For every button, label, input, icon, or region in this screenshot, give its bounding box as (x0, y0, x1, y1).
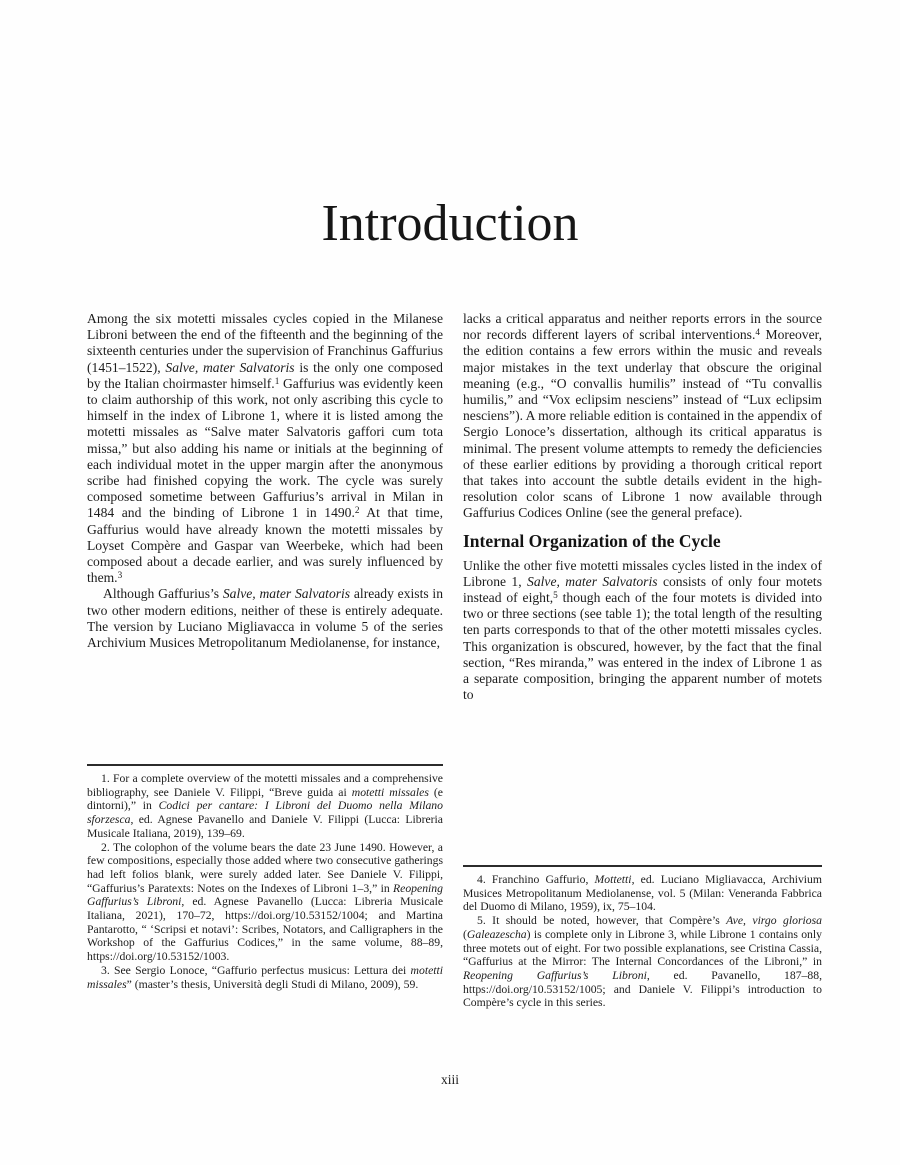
footnote-rule-right (463, 865, 822, 867)
footnote-1: 1. For a complete overview of the motetti missales and a comprehensive bibliography, see Daniele V. Filippi, “Breve guida ai motetti missales (e dintorni),” in Codici per cantare: I Libroni del Duomo nella Milano sforzesca, ed. Agnese Pavanello and Daniele V. Filippi (Lucca: Libreria Musicale Italiana, 2019), 139–69. (87, 772, 443, 840)
page-number: xiii (440, 1072, 459, 1087)
footnote-3: 3. See Sergio Lonoce, “Gaffurio perfectus musicus: Lettura dei motetti missales” (master’s thesis, Università degli Studi di Milano, 2009), 59. (87, 963, 443, 991)
right-column (463, 311, 822, 703)
left-column (87, 311, 443, 651)
paragraph-editions: Although Gaffurius’s Salve, mater Salvatoris already exists in two other modern editions, neither of these is entirely adequate. The version by Luciano Migliavacca in volume 5 of the series Archivium Musices Metropolitanum Mediolanense, for instance, (87, 586, 443, 651)
paragraph-continuation: lacks a critical apparatus and neither reports errors in the source nor records different layers of scribal interventions.$^4$ Moreover, the edition contains a few errors within the music and reveals major mistakes in the text underlay that obscure the original meaning (e.g., “O convallis humilis” instead of “Tu convallis humilis,” and “Vox eclipsim nesciens” instead of “Lux eclipsim nesciens”). A more reliable edition is contained in the appendix of Sergio Lonoce’s dissertation, although its critical apparatus is minimal. The present volume attempts to remedy the deficiencies of these earlier editions by providing a thorough critical report that takes into account the subtle details evident in the high-resolution color scans of Librone 1 now available through Gaffurius Codices Online (see the general preface). (463, 311, 822, 521)
page-title: Introduction (321, 195, 579, 252)
paragraph-opening: Among the six motetti missales cycles copied in the Milanese Libroni between the end of the fifteenth and the beginning of the sixteenth centuries under the supervision of Franchinus Gaffurius (1451–1522), Salve, mater Salvatoris is the only one composed by the Italian choirmaster himself.$^1$ Gaffurius was evidently keen to claim authorship of this work, not only ascribing this cycle to himself in the index of Librone 1, where it is listed among the motetti missales as “Salve mater Salvatoris gaffori cum tota missa,” but also adding his name or initials at the beginning of each individual motet in the upper margin after the anonymous scribe had finished copying the work. The cycle was surely composed sometime between Gaffurius’s arrival in Milan in 1484 and the binding of Librone 1 in 1490.$^2$ At that time, Gaffurius would have already known the motetti missales by Loyset Compère and Gaspar van Weerbeke, which had been composed about a decade earlier, and was surely influenced by them.$^3$ (87, 311, 443, 586)
paragraph-organization: Unlike the other five motetti missales cycles listed in the index of Librone 1, Salve, mater Salvatoris consists of only four motets instead of eight,$^5$ though each of the four motets is divided into two or three sections (see table 1); the total length of the resulting ten parts corresponds to that of the other motetti missales cycles. This organization is obscured, however, by the fact that the final section, “Res miranda,” was entered in the index of Librone 1 as a separate composition, bringing the apparent number of motets to (463, 557, 823, 703)
footnote-2: 2. The colophon of the volume bears the date 23 June 1490. However, a few compositions, especially those added where two consecutive gatherings had left folios blank, were surely added later. See Daniele V. Filippi, “Gaffurius’s Paratexts: Notes on the Indexes of Libroni 1–3,” in Reopening Gaffurius’s Libroni, ed. Agnese Pavanello (Lucca: Libreria Musicale Italiana, 2021), 170–72, https://doi.org/10.53152/1004; and Martina Pantarotto, “ ‘Scripsi et notavi’: Scribes, Notators, and Calligraphers in the Workshop of the Gaffurius Codices,” in the same volume, 88–89, https://doi.org/10.53152/1003. (87, 840, 444, 964)
section-heading-internal-organization: Internal Organization of the Cycle (463, 530, 721, 551)
right-footnotes (463, 865, 822, 1010)
footnote-rule-left (87, 764, 443, 766)
footnote-5: 5. It should be noted, however, that Compère’s Ave, virgo gloriosa (Galeazescha) is complete only in Librone 3, while Librone 1 contains only three motets out of eight. For two possible explanations, see Cristina Cassia, “Gaffurius at the Mirror: The Internal Concordances of the Libroni,” in Reopening Gaffurius’s Libroni, ed. Pavanello, 187–88, https://doi.org/10.53152/1005; and Daniele V. Filippi’s introduction to Compère’s cycle in this series. (463, 914, 822, 1010)
footnote-4: 4. Franchino Gaffurio, Mottetti, ed. Luciano Migliavacca, Archivium Musices Metropolitanum Mediolanense, vol. 5 (Milan: Veneranda Fabbrica del Duomo di Milano, 1959), ix, 75–104. (463, 873, 822, 914)
left-footnotes (87, 764, 443, 991)
